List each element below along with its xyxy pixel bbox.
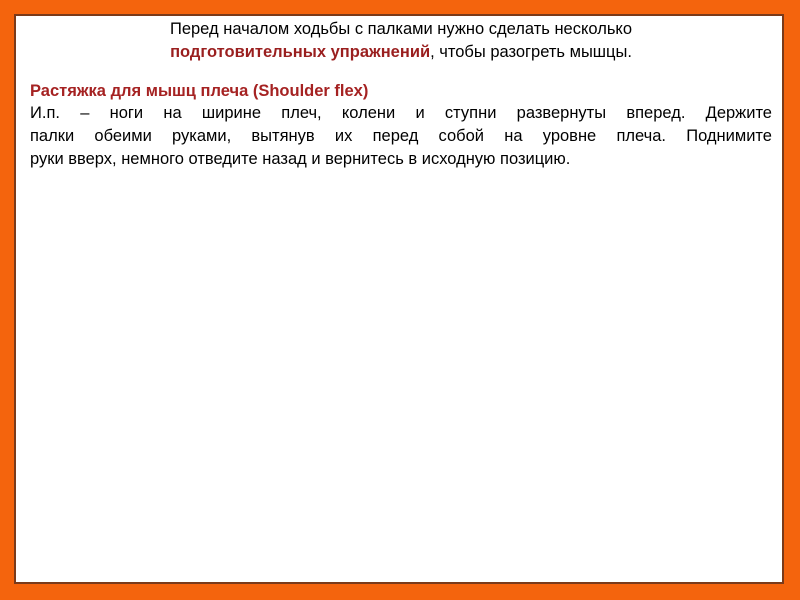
intro-line-2-rest: , чтобы разогреть мышцы. (430, 43, 632, 61)
exercise-description-line: руки вверх, немного отведите назад и вернитесь в исходную позицию. (30, 150, 571, 168)
exercise-description-line: палки обеими руками, вытянув их перед собой на уровне плеча. Поднимите (30, 127, 772, 145)
intro-line-1: Перед началом ходьбы с палками нужно сделать несколько (169, 20, 633, 38)
intro-highlight: подготовительных упражнений (170, 43, 431, 61)
exercise-description-line: И.п. – ноги на ширине плеч, колени и ступни развернуты вперед. Держите (30, 104, 772, 122)
slide-content-panel (14, 14, 784, 584)
exercise-description (30, 102, 772, 171)
exercise-title: Растяжка для мышц плеча (Shoulder flex) (30, 82, 369, 100)
intro-paragraph (116, 18, 686, 64)
